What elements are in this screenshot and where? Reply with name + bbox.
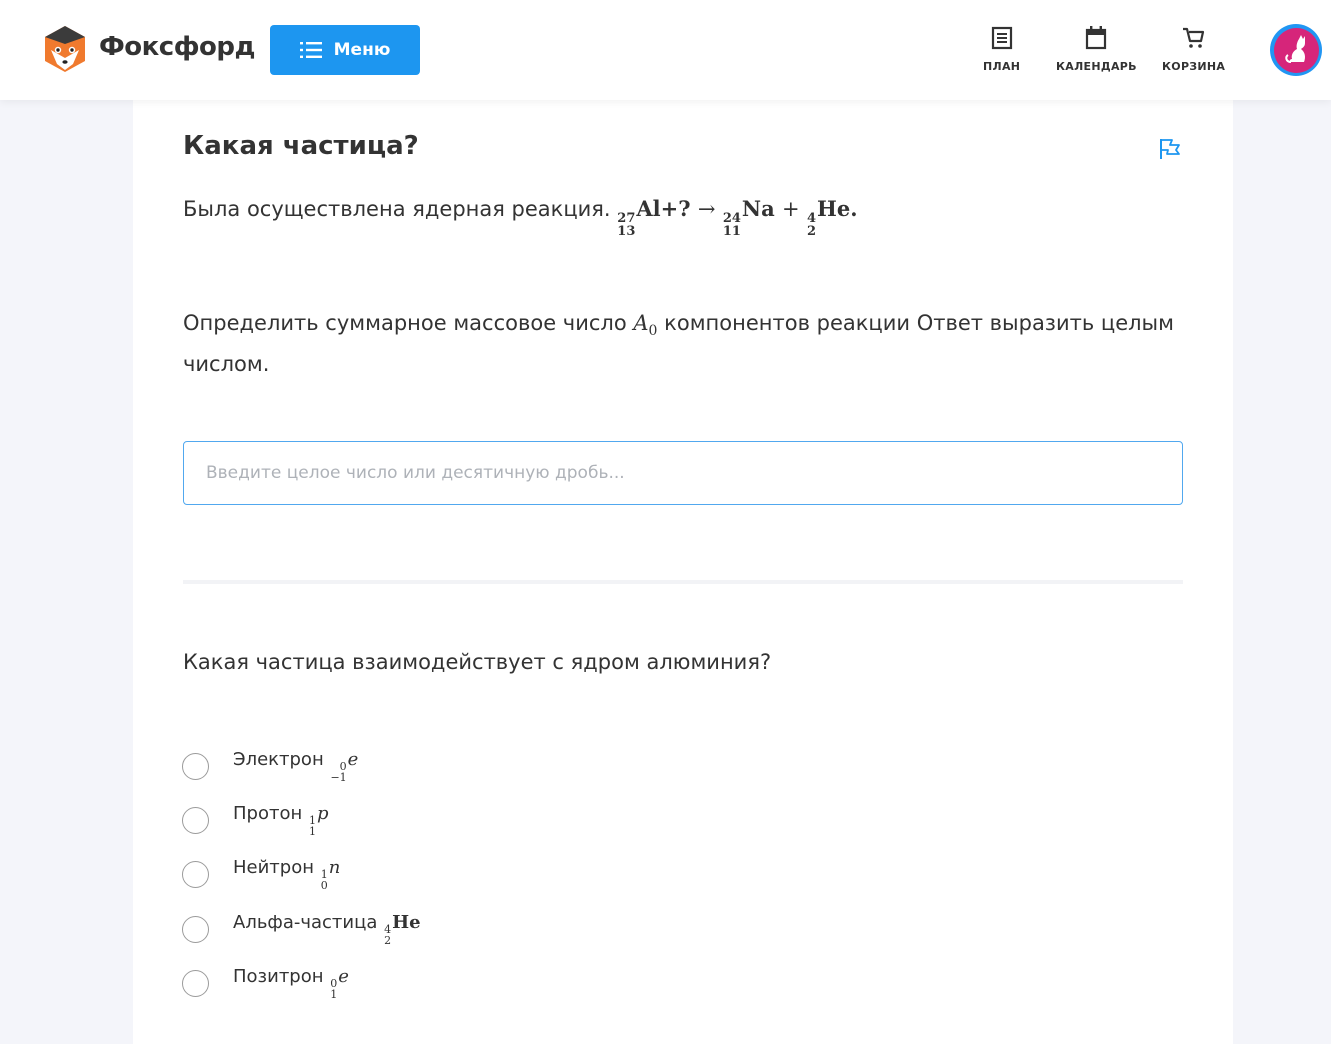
task-title: Какая частица? xyxy=(183,131,419,161)
radio-button[interactable] xyxy=(182,970,209,997)
unknown-term: +? xyxy=(660,196,691,221)
nav-calendar-label: КАЛЕНДАРЬ xyxy=(1056,60,1137,73)
menu-button[interactable] xyxy=(270,25,420,75)
question-1-part-b: компонентов реакции Ответ выразить целым числом. xyxy=(183,311,1174,377)
radio-button[interactable] xyxy=(182,753,209,780)
al-symbol: Al xyxy=(636,196,661,221)
nav-cart[interactable] xyxy=(1162,26,1225,73)
question-1 xyxy=(183,307,1193,381)
arrow: → xyxy=(697,197,716,221)
nav-plan[interactable] xyxy=(983,26,1020,73)
plan-icon xyxy=(991,26,1013,50)
question-2: Какая частица взаимодействует с ядром алюминия? xyxy=(183,650,772,674)
option-symbol: n xyxy=(328,857,341,878)
brand-name[interactable]: Фоксфорд xyxy=(99,32,255,62)
nav-plan-label: ПЛАН xyxy=(983,60,1021,73)
option-symbol: e xyxy=(347,749,359,770)
he-number: 2 xyxy=(806,224,816,239)
option-label: Альфа-частица xyxy=(233,912,378,933)
option-alpha[interactable]: Альфа-частица 4 2 He xyxy=(182,912,421,946)
plus: + xyxy=(782,197,800,221)
option-proton[interactable]: Протон 1 1 p xyxy=(182,803,329,837)
option-electron[interactable]: Электрон 0 −1 e xyxy=(182,749,358,783)
cart-icon xyxy=(1182,26,1206,50)
menu-button-label: Меню xyxy=(333,40,391,60)
he-symbol: He. xyxy=(817,196,858,221)
list-icon xyxy=(300,41,322,59)
na-number: 11 xyxy=(722,224,741,239)
user-avatar[interactable] xyxy=(1270,24,1322,76)
option-positron[interactable]: Позитрон 0 1 e xyxy=(182,966,349,1000)
na-symbol: Na xyxy=(741,196,775,221)
flag-icon[interactable] xyxy=(1158,137,1182,161)
al-mass: 27 xyxy=(617,211,636,226)
option-neutron[interactable]: Нейтрон 1 0 n xyxy=(182,857,340,891)
cat-icon xyxy=(1283,35,1309,65)
al-number: 13 xyxy=(617,224,636,239)
divider xyxy=(183,580,1183,584)
task-card xyxy=(133,100,1233,1044)
mass-variable: $A_0$ xyxy=(633,311,658,340)
radio-button[interactable] xyxy=(182,916,209,943)
he-mass: 4 xyxy=(806,211,816,226)
question-1-part-a: Определить суммарное массовое число xyxy=(183,311,627,335)
option-label: Протон xyxy=(233,803,303,824)
fox-logo-icon[interactable] xyxy=(43,24,87,74)
radio-button[interactable] xyxy=(182,861,209,888)
option-symbol: He xyxy=(392,912,421,933)
reaction-formula xyxy=(617,196,858,239)
radio-button[interactable] xyxy=(182,807,209,834)
top-header xyxy=(0,0,1331,100)
nav-cart-label: КОРЗИНА xyxy=(1162,60,1226,73)
option-label: Позитрон xyxy=(233,966,324,987)
reaction-text xyxy=(183,196,858,238)
reaction-intro: Была осуществлена ядерная реакция. xyxy=(183,197,611,221)
na-mass: 24 xyxy=(722,211,741,226)
answer-input[interactable] xyxy=(183,441,1183,505)
option-label: Нейтрон xyxy=(233,857,314,878)
option-symbol: p xyxy=(316,803,329,824)
calendar-icon xyxy=(1085,26,1107,50)
option-label: Электрон xyxy=(233,749,324,770)
nav-calendar[interactable] xyxy=(1056,26,1137,73)
option-symbol: e xyxy=(338,966,349,987)
